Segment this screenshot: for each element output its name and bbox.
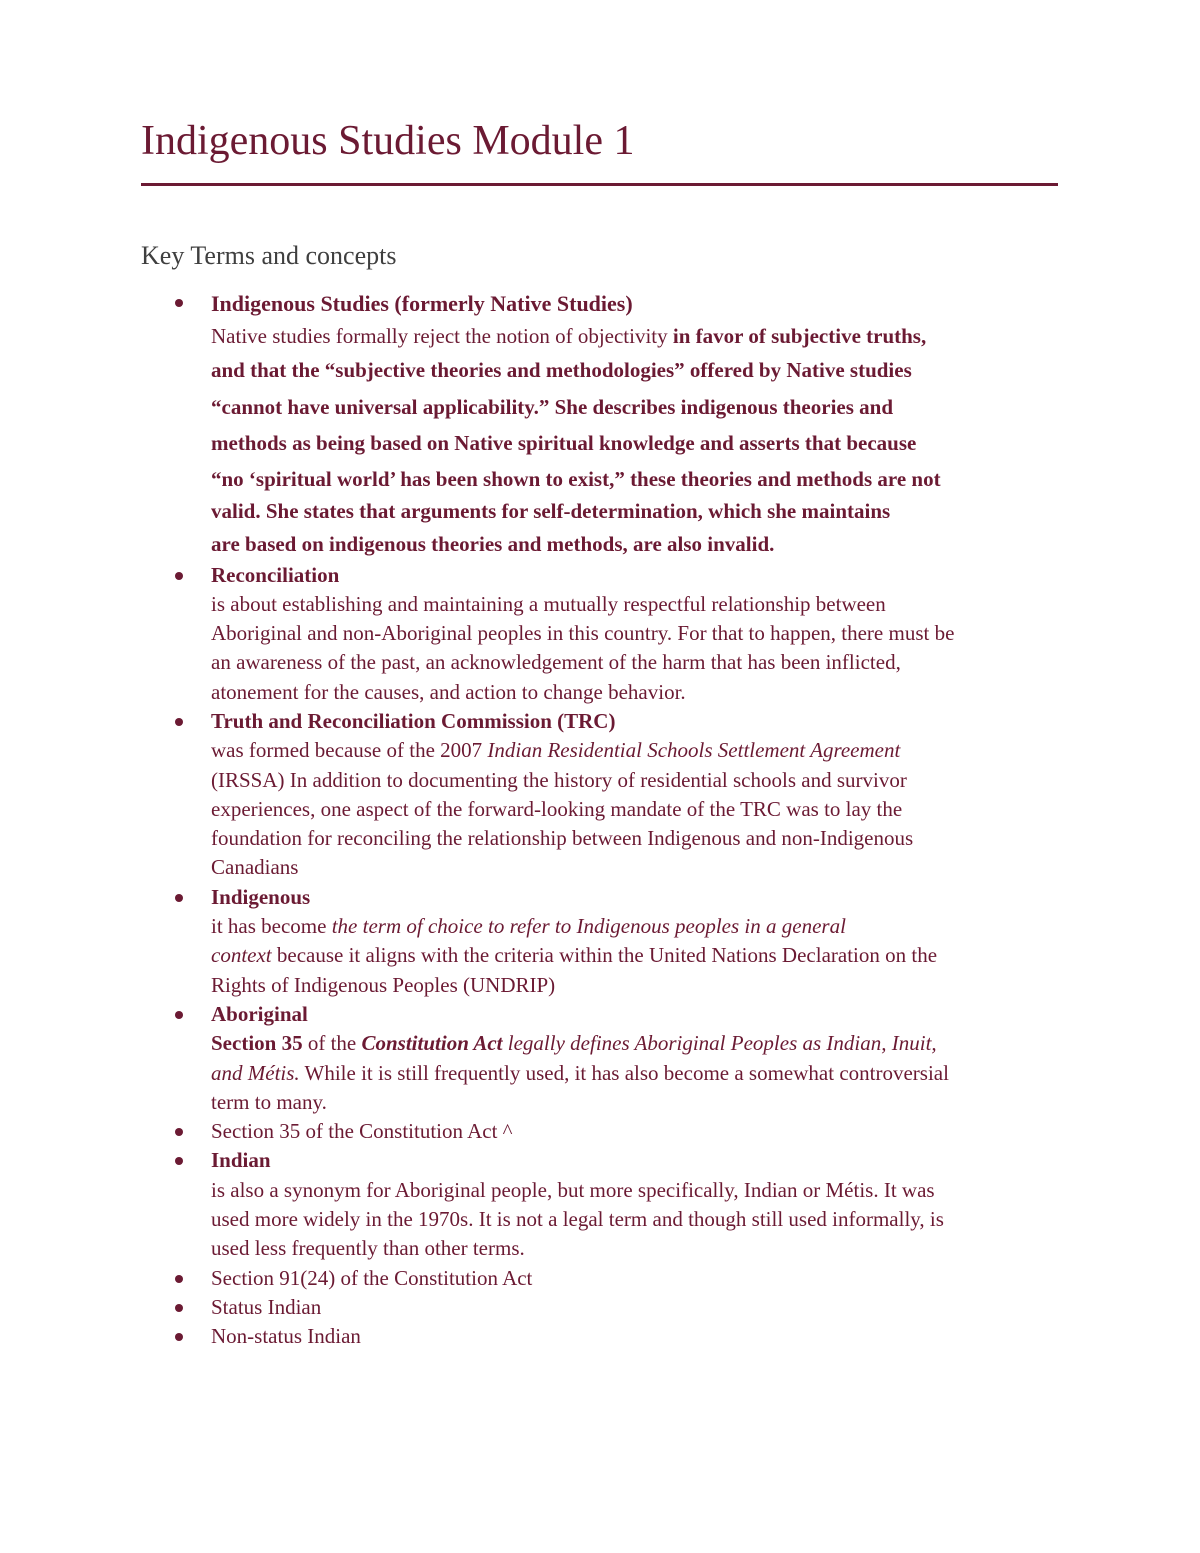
term-definition-line: was formed because of the 2007 Indian Residential Schools Settlement Agreement	[211, 738, 901, 763]
term-definition-line: and that the “subjective theories and methodologies” offered by Native studies	[211, 358, 912, 382]
term-definition-line: and Métis. While it is still frequently used, it has also become a somewhat controversial	[211, 1060, 949, 1085]
term-definition-line: used more widely in the 1970s. It is not a legal term and though still used informally, is	[211, 1207, 944, 1232]
term-label: Indigenous Studies (formerly Native Studies)	[211, 291, 633, 316]
bullet-icon	[175, 1275, 183, 1283]
key-terms-list	[0, 288, 1100, 1352]
bullet-icon	[175, 718, 183, 726]
list-item-reconciliation	[0, 561, 1100, 707]
term-definition-line: methods as being based on Native spiritual knowledge and asserts that because	[211, 431, 917, 455]
term-definition-line: atonement for the causes, and action to change behavior.	[211, 679, 686, 704]
term-label: Aboriginal	[211, 1001, 308, 1026]
term-definition-line: (IRSSA) In addition to documenting the history of residential schools and survivor	[211, 767, 907, 792]
list-item-section-35	[0, 1117, 1100, 1146]
list-item-trc	[0, 707, 1100, 883]
page-title: Indigenous Studies Module 1	[141, 118, 635, 164]
term-definition-line: Native studies formally reject the notion of objectivity in favor of subjective truths,	[211, 324, 927, 348]
term-label: Indian	[211, 1148, 271, 1173]
section-heading: Key Terms and concepts	[141, 241, 397, 270]
term-label: Indigenous	[211, 884, 311, 909]
bullet-icon	[175, 894, 183, 902]
term-definition-line: is about establishing and maintaining a mutually respectful relationship between	[211, 591, 886, 616]
list-item-text: Section 35 of the Constitution Act ^	[211, 1119, 513, 1144]
bullet-icon	[175, 299, 183, 307]
term-definition-line: “no ‘spiritual world’ has been shown to exist,” these theories and methods are not	[211, 466, 941, 491]
list-item-indigenous	[0, 883, 1100, 1000]
term-definition-line: term to many.	[211, 1089, 327, 1114]
term-definition-line: Rights of Indigenous Peoples (UNDRIP)	[211, 972, 556, 997]
term-definition-line: Aboriginal and non-Aboriginal peoples in this country. For that to happen, there must be	[211, 621, 955, 646]
list-item-aboriginal	[0, 1000, 1100, 1117]
bullet-icon	[175, 1157, 183, 1165]
list-item-status-indian	[0, 1293, 1100, 1322]
title-underline	[141, 183, 1058, 186]
term-definition-line: an awareness of the past, an acknowledgement of the harm that has been inflicted,	[211, 650, 901, 675]
bullet-icon	[175, 1304, 183, 1312]
term-definition-line: it has become the term of choice to refer to Indigenous peoples in a general	[211, 914, 846, 939]
list-item-section-91-24	[0, 1264, 1100, 1293]
term-definition-line: used less frequently than other terms.	[211, 1236, 525, 1261]
term-definition-line: is also a synonym for Aboriginal people, but more specifically, Indian or Métis. It was	[211, 1177, 935, 1202]
term-definition-line: experiences, one aspect of the forward-looking mandate of the TRC was to lay the	[211, 796, 903, 821]
term-definition-line: “cannot have universal applicability.” She describes indigenous theories and	[211, 394, 894, 419]
bullet-icon	[175, 1011, 183, 1019]
term-label: Reconciliation	[211, 562, 340, 587]
term-definition-line: context because it aligns with the criteria within the United Nations Declaration on the	[211, 943, 938, 968]
bullet-icon	[175, 1333, 183, 1341]
term-definition-line: valid. She states that arguments for self-determination, which she maintains	[211, 498, 891, 523]
list-item-text: Non-status Indian	[211, 1324, 361, 1349]
bullet-icon	[175, 572, 183, 580]
list-item-indigenous-studies	[0, 288, 1100, 561]
term-definition-line: Section 35 of the Constitution Act legally defines Aboriginal Peoples as Indian, Inuit,	[211, 1031, 937, 1056]
term-definition-line: Canadians	[211, 855, 299, 880]
term-definition-line: are based on indigenous theories and methods, are also invalid.	[211, 531, 775, 556]
term-label: Truth and Reconciliation Commission (TRC)	[211, 708, 616, 733]
list-item-text: Section 91(24) of the Constitution Act	[211, 1265, 533, 1290]
term-definition-line: foundation for reconciling the relationship between Indigenous and non-Indigenous	[211, 826, 914, 851]
list-item-non-status-indian	[0, 1322, 1100, 1351]
bullet-icon	[175, 1128, 183, 1136]
list-item-text: Status Indian	[211, 1294, 322, 1319]
list-item-indian	[0, 1146, 1100, 1263]
